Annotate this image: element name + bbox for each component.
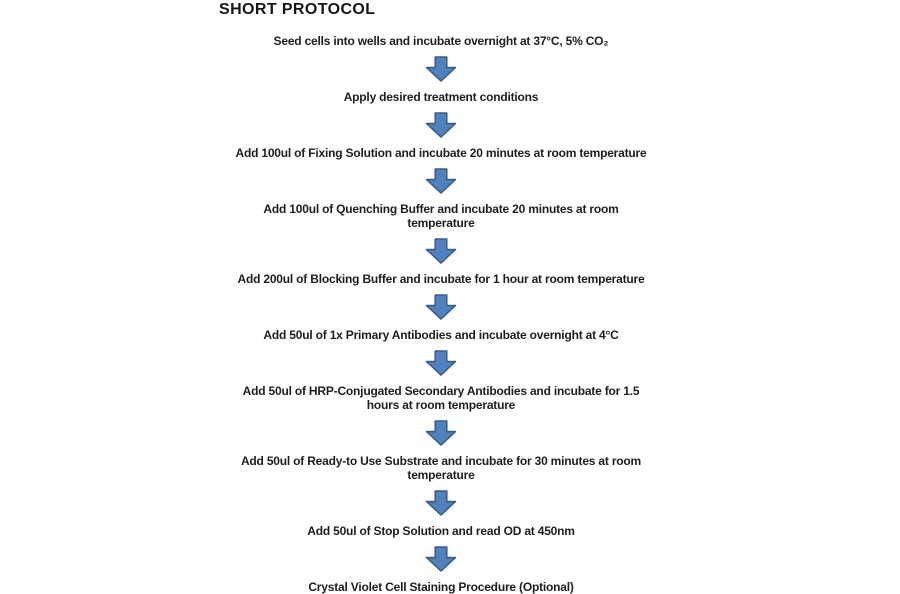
step-text: Add 50ul of 1x Primary Antibodies and incubate overnight at 4°C	[263, 328, 619, 342]
protocol-step-9	[307, 524, 575, 538]
protocol-step-8	[241, 454, 641, 482]
protocol-step-5	[238, 272, 645, 286]
step-text: Add 200ul of Blocking Buffer and incubate for 1 hour at room temperature	[237, 272, 645, 286]
step-text: Add 50ul of Ready-to Use Substrate and incubate for 30 minutes at room	[240, 454, 642, 468]
down-arrow-icon	[424, 56, 458, 82]
down-arrow-icon	[424, 546, 458, 572]
step-text: temperature	[407, 216, 475, 230]
down-arrow-icon	[424, 490, 458, 516]
step-text: Add 50ul of HRP-Conjugated Secondary Antibodies and incubate for 1.5	[242, 384, 640, 398]
step-text: temperature	[407, 468, 475, 482]
down-arrow-icon	[424, 420, 458, 446]
down-arrow-icon	[424, 112, 458, 138]
step-text: Add 100ul of Fixing Solution and incubate 20 minutes at room temperature	[235, 146, 647, 160]
protocol-step-7	[243, 384, 640, 412]
step-text: Apply desired treatment conditions	[343, 90, 539, 104]
down-arrow-icon	[424, 294, 458, 320]
protocol-step-2	[344, 90, 539, 104]
protocol-step-6	[263, 328, 618, 342]
protocol-step-10	[308, 580, 573, 594]
protocol-step-1	[274, 34, 609, 48]
down-arrow-icon	[424, 238, 458, 264]
protocol-step-4	[263, 202, 618, 230]
down-arrow-icon	[424, 350, 458, 376]
step-text: Seed cells into wells and incubate overnight at 37°C, 5% CO₂	[273, 34, 609, 48]
step-text: hours at room temperature	[366, 398, 516, 412]
step-text: Crystal Violet Cell Staining Procedure (Optional)	[308, 580, 574, 594]
down-arrow-icon	[424, 168, 458, 194]
protocol-flow	[181, 34, 701, 594]
step-text: Add 50ul of Stop Solution and read OD at 450nm	[307, 524, 575, 538]
page-title: SHORT PROTOCOL	[219, 1, 376, 18]
protocol-step-3	[236, 146, 647, 160]
step-text: Add 100ul of Quenching Buffer and incubate 20 minutes at room	[263, 202, 619, 216]
